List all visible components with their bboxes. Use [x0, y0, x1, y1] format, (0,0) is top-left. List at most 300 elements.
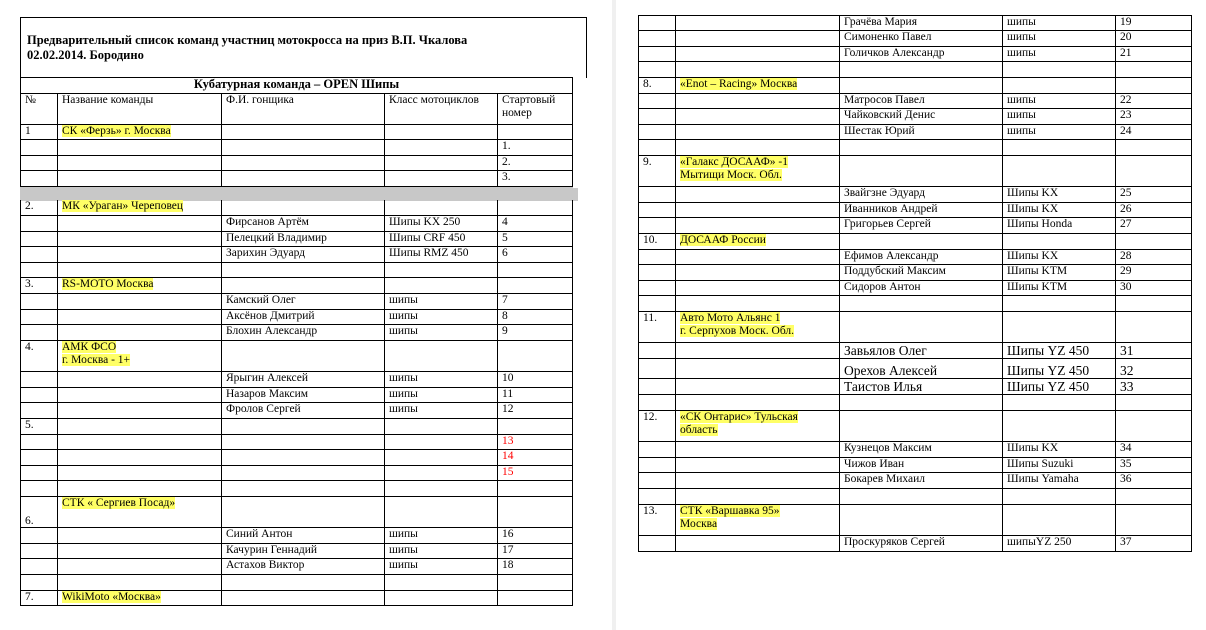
rider-name-cell: Григорьев Сергей [840, 218, 1003, 234]
bike-class-cell [1003, 489, 1116, 505]
start-number-cell: 12 [498, 403, 573, 419]
start-number-cell: 24 [1116, 125, 1192, 140]
rider-name-cell: Шестак Юрий [840, 125, 1003, 140]
rider-name-cell: Кузнецов Максим [840, 442, 1003, 458]
row-number-cell: 12. [639, 411, 676, 442]
row-number-cell [639, 489, 676, 505]
table-row [639, 265, 1192, 281]
rider-name-cell: Фирсанов Артём [222, 216, 385, 232]
team-name-cell [58, 140, 222, 156]
team-name-cell [58, 171, 222, 187]
team-name-highlight: ДОСААФ России [680, 234, 766, 246]
rider-name-cell [840, 62, 1003, 78]
start-number-cell [1116, 156, 1192, 187]
bike-class-cell: шипы [385, 294, 498, 310]
rider-name-cell [840, 411, 1003, 442]
table-subtitle: Кубатурная команда – OPEN Шипы [21, 78, 573, 94]
team-name-highlight: «Enot – Racing» Москва [680, 78, 798, 90]
bike-class-cell: шипы [385, 544, 498, 559]
table-row [21, 419, 573, 435]
bike-class-cell [385, 435, 498, 450]
team-name-highlight: «СК Онтарис» Тульская область [680, 411, 798, 436]
start-number-cell: 14 [498, 450, 573, 466]
rider-name-cell [222, 200, 385, 216]
row-number-cell [21, 263, 58, 278]
rider-name-cell [222, 497, 385, 528]
row-number-cell [639, 458, 676, 473]
start-number-cell: 32 [1116, 359, 1192, 379]
table-row [639, 359, 1192, 379]
bike-class-cell: Шипы CRF 450 [385, 232, 498, 247]
table-row [21, 325, 573, 341]
row-number-cell [639, 473, 676, 489]
team-name-cell [676, 109, 840, 125]
start-number-cell: 25 [1116, 187, 1192, 203]
row-number-cell [21, 481, 58, 497]
team-name-cell [58, 544, 222, 559]
bike-class-cell [385, 171, 498, 187]
team-name-cell [676, 94, 840, 109]
row-number-cell [639, 187, 676, 203]
start-number-cell: 21 [1116, 47, 1192, 62]
rider-name-cell: Синий Антон [222, 528, 385, 544]
row-number-cell [21, 140, 58, 156]
team-name-cell [58, 325, 222, 341]
document-title: Предварительный список команд участниц мотокросса на приз В.П. Чкалова 02.02.2014. Бородино [27, 33, 468, 62]
start-number-cell: 36 [1116, 473, 1192, 489]
start-number-cell: 7 [498, 294, 573, 310]
row-number-cell [21, 156, 58, 171]
start-number-cell: 13 [498, 435, 573, 450]
row-number-cell [21, 310, 58, 325]
start-number-cell: 30 [1116, 281, 1192, 296]
team-name-highlight: СК «Ферзь» г. Москва [62, 125, 171, 137]
table-row [21, 278, 573, 294]
rider-name-cell [222, 419, 385, 435]
row-number-cell: 5. [21, 419, 58, 435]
bike-class-cell [1003, 296, 1116, 312]
table-row [639, 411, 1192, 442]
row-number-cell: 6. [21, 497, 58, 528]
bike-class-cell: шипы [1003, 31, 1116, 47]
bike-class-cell [1003, 411, 1116, 442]
team-name-cell [58, 435, 222, 450]
row-number-cell [639, 140, 676, 156]
table-row [639, 62, 1192, 78]
table-row [639, 458, 1192, 473]
table-row [639, 312, 1192, 343]
start-number-cell [1116, 395, 1192, 411]
rider-name-cell [222, 575, 385, 591]
team-name-cell [58, 187, 222, 200]
table-row [639, 395, 1192, 411]
header-number: Стартовый номер [498, 94, 573, 125]
bike-class-cell [1003, 78, 1116, 94]
table-row [639, 234, 1192, 250]
team-name-cell [676, 62, 840, 78]
rider-name-cell: Грачёва Мария [840, 16, 1003, 31]
rider-name-cell: Ефимов Александр [840, 250, 1003, 265]
team-name-cell [676, 296, 840, 312]
row-number-cell [21, 544, 58, 559]
start-number-cell [1116, 234, 1192, 250]
row-number-cell [21, 232, 58, 247]
team-name-cell [676, 343, 840, 359]
bike-class-cell: шипы [385, 559, 498, 575]
table-row [21, 247, 573, 263]
table-row [639, 473, 1192, 489]
bike-class-cell: Шипы Yamaha [1003, 473, 1116, 489]
table-row [639, 187, 1192, 203]
table-row [639, 296, 1192, 312]
bike-class-cell [385, 341, 498, 372]
team-name-cell [676, 125, 840, 140]
team-name-highlight: СТК «Варшавка 95» Москва [680, 505, 780, 530]
rider-name-cell: Матросов Павел [840, 94, 1003, 109]
rider-name-cell: Завьялов Олег [840, 343, 1003, 359]
rider-name-cell [840, 312, 1003, 343]
rider-name-cell: Сидоров Антон [840, 281, 1003, 296]
rider-name-cell [222, 591, 385, 606]
rider-name-cell [840, 156, 1003, 187]
start-number-cell: 4 [498, 216, 573, 232]
bike-class-cell [385, 140, 498, 156]
start-number-cell: 23 [1116, 109, 1192, 125]
team-name-cell [58, 481, 222, 497]
team-name-cell [58, 156, 222, 171]
bike-class-cell [385, 575, 498, 591]
start-number-cell [498, 278, 573, 294]
start-number-cell: 6 [498, 247, 573, 263]
start-number-cell [498, 341, 573, 372]
table-row [21, 232, 573, 247]
bike-class-cell [385, 481, 498, 497]
bike-class-cell [385, 497, 498, 528]
header-team: Название команды [58, 94, 222, 125]
row-number-cell [21, 575, 58, 591]
row-number-cell [21, 528, 58, 544]
team-name-highlight: СТК « Сергиев Посад» [62, 497, 176, 509]
team-name-cell [676, 312, 840, 343]
team-name-cell [676, 140, 840, 156]
rider-name-cell: Орехов Алексей [840, 359, 1003, 379]
table-row [21, 575, 573, 591]
bike-class-cell: шипы [1003, 47, 1116, 62]
start-number-cell: 8 [498, 310, 573, 325]
row-number-cell: 13. [639, 505, 676, 536]
bike-class-cell: Шипы RMZ 450 [385, 247, 498, 263]
start-number-cell: 31 [1116, 343, 1192, 359]
row-number-cell [639, 31, 676, 47]
table-row [21, 171, 573, 187]
row-number-cell [21, 388, 58, 403]
team-name-cell [676, 505, 840, 536]
bike-class-cell [1003, 395, 1116, 411]
rider-name-cell [840, 489, 1003, 505]
team-name-cell [676, 187, 840, 203]
start-number-cell: 20 [1116, 31, 1192, 47]
table-row [21, 481, 573, 497]
team-name-highlight: WikiMoto «Москва» [62, 591, 161, 603]
bike-class-cell [385, 466, 498, 481]
rider-name-cell [840, 296, 1003, 312]
team-name-cell [58, 450, 222, 466]
rider-name-cell: Симоненко Павел [840, 31, 1003, 47]
row-number-cell: 8. [639, 78, 676, 94]
row-number-cell [21, 466, 58, 481]
table-row [639, 16, 1192, 31]
header-rider: Ф.И. гонщика [222, 94, 385, 125]
table-row [21, 187, 573, 200]
table-row [639, 505, 1192, 536]
bike-class-cell: Шипы KX 250 [385, 216, 498, 232]
start-number-cell: 37 [1116, 536, 1192, 552]
team-name-cell [676, 395, 840, 411]
team-name-cell [58, 497, 222, 528]
bike-class-cell: шипы [385, 325, 498, 341]
row-number-cell [639, 47, 676, 62]
start-number-cell: 33 [1116, 379, 1192, 395]
team-name-cell [58, 403, 222, 419]
rider-name-cell: Астахов Виктор [222, 559, 385, 575]
start-number-cell: 10 [498, 372, 573, 388]
table-row [21, 450, 573, 466]
rider-name-cell [222, 341, 385, 372]
start-number-cell [498, 497, 573, 528]
team-name-cell [676, 359, 840, 379]
team-name-cell [58, 341, 222, 372]
bike-class-cell: шипы [1003, 125, 1116, 140]
row-number-cell [21, 559, 58, 575]
row-number-cell [639, 250, 676, 265]
team-name-cell [676, 489, 840, 505]
start-number-cell: 1. [498, 140, 573, 156]
row-number-cell [21, 403, 58, 419]
team-name-cell [676, 536, 840, 552]
rider-name-cell [222, 466, 385, 481]
bike-class-cell: Шипы Honda [1003, 218, 1116, 234]
table-row [21, 372, 573, 388]
start-number-cell: 15 [498, 466, 573, 481]
bike-class-cell: шипы [385, 388, 498, 403]
team-name-cell [58, 125, 222, 140]
table-row [639, 281, 1192, 296]
table-row [639, 250, 1192, 265]
start-number-cell: 5 [498, 232, 573, 247]
rider-name-cell [840, 140, 1003, 156]
table-row [21, 125, 573, 140]
start-number-cell: 9 [498, 325, 573, 341]
start-number-cell: 2. [498, 156, 573, 171]
team-name-cell [58, 278, 222, 294]
team-name-cell [58, 528, 222, 544]
start-number-cell: 17 [498, 544, 573, 559]
rider-name-cell: Чижов Иван [840, 458, 1003, 473]
team-name-cell [58, 216, 222, 232]
team-name-cell [676, 411, 840, 442]
rider-name-cell: Камский Олег [222, 294, 385, 310]
rider-name-cell: Бокарев Михаил [840, 473, 1003, 489]
bike-class-cell [1003, 62, 1116, 78]
rider-name-cell: Голичков Александр [840, 47, 1003, 62]
start-number-cell [498, 187, 573, 200]
start-number-cell: 19 [1116, 16, 1192, 31]
rider-name-cell [222, 156, 385, 171]
document-page-right [616, 0, 1206, 630]
bike-class-cell [385, 156, 498, 171]
table-row [639, 442, 1192, 458]
team-name-cell [58, 419, 222, 435]
start-number-cell [1116, 312, 1192, 343]
rider-name-cell: Таистов Илья [840, 379, 1003, 395]
team-name-highlight: RS-MOTO Москва [62, 278, 154, 290]
team-name-cell [676, 47, 840, 62]
start-number-cell [498, 591, 573, 606]
bike-class-cell: Шипы KX [1003, 442, 1116, 458]
bike-class-cell: шипы [385, 403, 498, 419]
team-name-cell [58, 466, 222, 481]
team-name-cell [676, 250, 840, 265]
row-number-cell [639, 379, 676, 395]
table-row [21, 341, 573, 372]
row-number-cell: 9. [639, 156, 676, 187]
bike-class-cell [1003, 140, 1116, 156]
bike-class-cell: Шипы KTM [1003, 265, 1116, 281]
rider-name-cell: Пелецкий Владимир [222, 232, 385, 247]
team-name-cell [58, 200, 222, 216]
team-name-highlight: МК «Ураган» Череповец [62, 200, 184, 212]
bike-class-cell [385, 419, 498, 435]
rider-name-cell: Чайковский Денис [840, 109, 1003, 125]
header-no: № [21, 94, 58, 125]
team-name-highlight: «Галакс ДОСААФ» -1 Мытищи Моск. Обл. [680, 156, 789, 181]
rider-name-cell [840, 234, 1003, 250]
row-number-cell [639, 395, 676, 411]
team-name-cell [58, 247, 222, 263]
row-number-cell [639, 296, 676, 312]
row-number-cell [639, 62, 676, 78]
rider-name-cell: Зарихин Эдуард [222, 247, 385, 263]
team-name-cell [58, 232, 222, 247]
start-number-cell [1116, 505, 1192, 536]
rider-name-cell: Звайгзне Эдуард [840, 187, 1003, 203]
teams-table-left [20, 77, 573, 606]
table-row [21, 140, 573, 156]
bike-class-cell [1003, 156, 1116, 187]
row-number-cell [639, 265, 676, 281]
team-name-cell [58, 388, 222, 403]
row-number-cell: 1 [21, 125, 58, 140]
rider-name-cell [222, 278, 385, 294]
table-row [639, 218, 1192, 234]
row-number-cell [639, 125, 676, 140]
table-row [639, 47, 1192, 62]
row-number-cell: 2. [21, 200, 58, 216]
table-row [21, 528, 573, 544]
start-number-cell: 3. [498, 171, 573, 187]
bike-class-cell [385, 125, 498, 140]
bike-class-cell: Шипы Suzuki [1003, 458, 1116, 473]
row-number-cell [21, 372, 58, 388]
team-name-cell [58, 263, 222, 278]
table-row [639, 109, 1192, 125]
start-number-cell: 34 [1116, 442, 1192, 458]
table-row [21, 591, 573, 606]
bike-class-cell [385, 187, 498, 200]
rider-name-cell [222, 481, 385, 497]
rider-name-cell [840, 395, 1003, 411]
team-name-cell [58, 372, 222, 388]
rider-name-cell: Качурин Геннадий [222, 544, 385, 559]
table-header-row [21, 94, 573, 125]
team-name-cell [676, 473, 840, 489]
table-row [639, 156, 1192, 187]
rider-name-cell: Назаров Максим [222, 388, 385, 403]
bike-class-cell [385, 591, 498, 606]
start-number-cell [1116, 78, 1192, 94]
table-row [21, 200, 573, 216]
table-row [639, 379, 1192, 395]
team-name-cell [676, 203, 840, 218]
table-row [21, 156, 573, 171]
bike-class-cell: Шипы KTM [1003, 281, 1116, 296]
rider-name-cell: Ярыгин Алексей [222, 372, 385, 388]
start-number-cell [498, 263, 573, 278]
team-name-cell [58, 310, 222, 325]
table-row [21, 388, 573, 403]
table-row [21, 216, 573, 232]
row-number-cell [639, 343, 676, 359]
row-number-cell [21, 247, 58, 263]
rider-name-cell: Поддубский Максим [840, 265, 1003, 281]
bike-class-cell: Шипы KX [1003, 203, 1116, 218]
bike-class-cell: Шипы YZ 450 [1003, 359, 1116, 379]
row-number-cell: 7. [21, 591, 58, 606]
table-row [639, 31, 1192, 47]
team-name-cell [58, 294, 222, 310]
row-number-cell [639, 536, 676, 552]
bike-class-cell [385, 278, 498, 294]
table-row [21, 466, 573, 481]
team-name-cell [676, 281, 840, 296]
table-row [639, 78, 1192, 94]
start-number-cell [1116, 140, 1192, 156]
team-name-cell [676, 234, 840, 250]
table-row [639, 140, 1192, 156]
bike-class-cell: шипы [385, 372, 498, 388]
team-name-highlight: Авто Мото Альянс 1 г. Серпухов Моск. Обл. [680, 312, 795, 337]
row-number-cell [21, 294, 58, 310]
team-name-cell [676, 218, 840, 234]
row-number-cell: 11. [639, 312, 676, 343]
row-number-cell [21, 450, 58, 466]
rider-name-cell [840, 505, 1003, 536]
rider-name-cell [222, 125, 385, 140]
team-name-cell [676, 442, 840, 458]
document-title-box [20, 17, 587, 78]
start-number-cell: 18 [498, 559, 573, 575]
row-number-cell [639, 203, 676, 218]
bike-class-cell: шипы [1003, 94, 1116, 109]
teams-table-right [638, 15, 1192, 552]
rider-name-cell: Блохин Александр [222, 325, 385, 341]
rider-name-cell [222, 187, 385, 200]
team-name-cell [676, 379, 840, 395]
bike-class-cell: шипы [385, 310, 498, 325]
rider-name-cell: Аксёнов Дмитрий [222, 310, 385, 325]
rider-name-cell: Проскуряков Сергей [840, 536, 1003, 552]
team-name-cell [676, 156, 840, 187]
